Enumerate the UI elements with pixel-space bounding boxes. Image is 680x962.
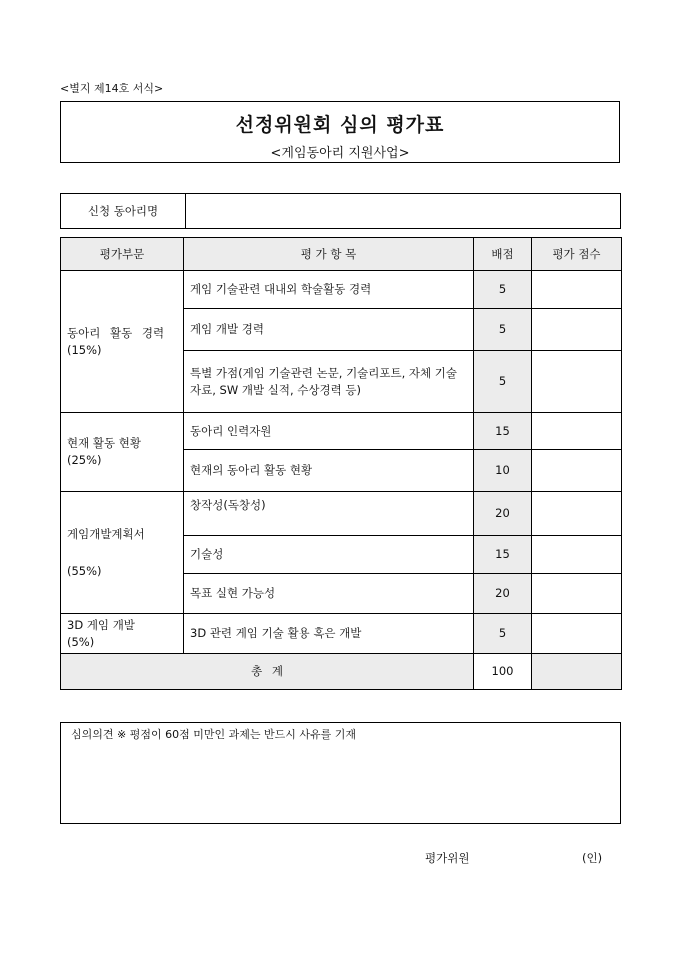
points-cell: 15 [474,413,532,450]
item-cell: 3D 관련 게임 기술 활용 혹은 개발 [184,614,474,654]
item-cell: 현재의 동아리 활동 현황 [184,450,474,492]
total-label: 총 계 [61,654,474,690]
opinion-box[interactable] [60,722,621,824]
evaluator-label: 평가위원 [425,851,470,865]
evaluation-table [60,237,622,690]
points-cell: 10 [474,450,532,492]
page-title: 선정위원회 심의 평가표 [235,114,445,136]
item-cell: 창작성(독창성) [184,492,474,536]
category-cell [61,492,184,614]
total-score [532,654,622,690]
table-row [61,614,622,654]
category-name: 동아리 활동 경력 [67,325,165,340]
category-weight: (55%) [67,563,102,578]
category-weight: (15%) [67,342,102,357]
category-name: 3D 게임 개발 [67,617,135,632]
category-cell [61,413,184,492]
score-cell[interactable] [532,271,622,309]
category-name: 게임개발계획서 [67,526,145,541]
item-cell: 게임 개발 경력 [184,309,474,351]
header-score: 평가 점수 [532,238,622,271]
item-cell: 기술성 [184,536,474,574]
score-cell[interactable] [532,351,622,413]
total-points: 100 [474,654,532,690]
club-name-row [60,193,621,229]
score-cell[interactable] [532,536,622,574]
header-item: 평 가 항 목 [184,238,474,271]
points-cell: 5 [474,309,532,351]
title-box [60,101,620,163]
score-cell[interactable] [532,309,622,351]
seal-label: (인) [582,851,603,865]
points-cell: 15 [474,536,532,574]
points-cell: 5 [474,614,532,654]
header-category: 평가부문 [61,238,184,271]
points-cell: 5 [474,271,532,309]
table-row [61,271,622,309]
points-cell: 20 [474,574,532,614]
category-weight: (5%) [67,634,95,649]
category-cell [61,271,184,413]
score-cell[interactable] [532,492,622,536]
category-name: 현재 활동 현황 [67,436,141,450]
score-cell[interactable] [532,413,622,450]
category-cell [61,614,184,654]
opinion-label: 심의의견 ※ 평점이 60점 미만인 과제는 반드시 사유를 기재 [71,728,356,741]
item-cell: 게임 기술관련 대내외 학술활동 경력 [184,271,474,309]
points-cell: 5 [474,351,532,413]
table-row [61,492,622,536]
total-row [61,654,622,690]
points-cell: 20 [474,492,532,536]
header-points: 배점 [474,238,532,271]
item-cell: 목표 실현 가능성 [184,574,474,614]
club-name-label: 신청 동아리명 [61,194,186,228]
table-row [61,413,622,450]
score-cell[interactable] [532,450,622,492]
score-cell[interactable] [532,614,622,654]
form-number-label: <별지 제14호 서식> [60,82,164,95]
table-header-row [61,238,622,271]
item-cell: 특별 가점(게임 기술관련 논문, 기술리포트, 자체 기술 자료, SW 개발 실적, 수상경력 등) [184,351,474,413]
category-weight: (25%) [67,453,102,467]
score-cell[interactable] [532,574,622,614]
page-subtitle: <게임동아리 지원사업> [270,146,410,161]
item-cell: 동아리 인력자원 [184,413,474,450]
